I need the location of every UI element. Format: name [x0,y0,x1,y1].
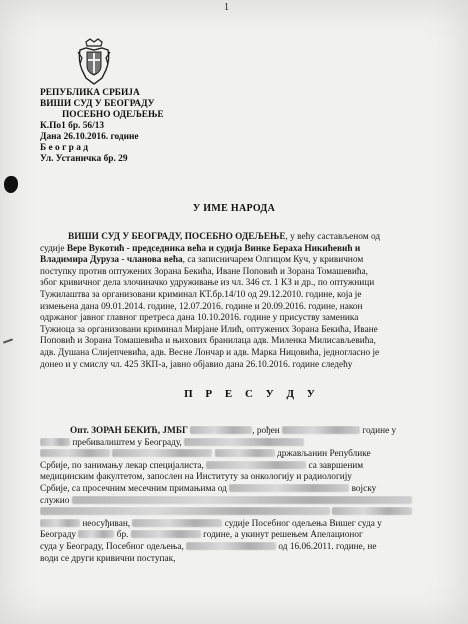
intro-paragraph [40,232,440,371]
header-line: К.По1 бр. 56/13 [40,121,105,131]
header-line: ПОСЕБНО ОДЕЉЕЊЕ [62,110,164,120]
document-title: У ИМЕ НАРОДА [192,203,276,214]
intro-line: поступку против оптужених Зорана Бекића, Иване Поповић и Зорана Томашевића, [40,266,368,277]
redacted-text [112,449,212,457]
defendant-paragraph [40,426,440,565]
intro-line: адв. Душана Слијепчевића, адв. Весне Лончар и адв. Марка Ницовића, једногласно је [40,347,380,358]
redacted-text [132,519,222,527]
defendant-line: Опт. ЗОРАН БЕКИЋ, ЈМБГ , рођен године у [70,426,397,436]
defendant-line: служио [40,496,440,508]
ink-blot-mark [4,176,18,193]
defendant-line: Србије, са просечним месечним примањима од војску [40,483,377,494]
defendant-line: неосуђиван, судије Посебног одељења Вишег суда у [40,519,440,531]
defendant-line: Србије, по занимању лекар специјалиста, са завршеним [40,460,364,471]
coat-of-arms-of-serbia-icon [76,38,112,86]
redacted-text [186,542,276,550]
intro-line: због кривичног дела злочиначко удруживање из чл. 346 ст. 1 КЗ и др., по оптужници [40,278,375,289]
redacted-text [40,507,330,515]
redacted-text [40,449,110,457]
intro-line: донео и у смислу чл. 425 ЗКП-а, јавно објавио дана 26.10.2016. године следећу [40,359,353,370]
defendant-line: држављанин Републике [40,449,440,461]
redacted-text [184,438,304,446]
header-line: РЕПУБЛИКА СРБИЈА [40,88,140,98]
redacted-text [131,530,201,538]
header-line: Ул. Устаничка бр. 29 [40,154,128,164]
redacted-text [229,484,349,492]
redacted-text [206,461,306,469]
court-header [40,88,164,165]
redacted-text [72,496,412,504]
redacted-text [282,426,360,434]
intro-line: Владимира Дуруза - чланова већа, са записничарем Олгицом Куч, у кривичном [40,255,364,266]
redacted-text [40,438,70,446]
redacted-text [215,449,275,457]
redacted-text [332,507,412,515]
redacted-text [78,530,114,538]
intro-line: Тужиоца за организовани криминал Мирјане Илић, оптужених Зорана Бекића, Иване [40,324,378,335]
header-line: Дана 26.10.2016. године [40,132,139,142]
intro-line: ВИШИ СУД У БЕОГРАДУ, ПОСЕБНО ОДЕЉЕЊЕ, у већу састављеном од [68,232,381,242]
header-line: Б е о г р а д [40,143,89,153]
intro-line: измењена дана 09.01.2014. године, 12.07.2016. године и 20.09.2016. године, након [40,301,363,312]
defendant-line [40,507,440,519]
defendant-line: води се други кривични поступак, [40,553,176,564]
intro-line: одржаног јавног главног претреса дана 10.10.2016. године у присуству заменика [40,313,359,324]
redacted-text [40,519,80,527]
intro-line: Тужилаштва за организовани криминал КТ.бр.14/10 од 29.12.2010. године, која је [40,289,362,300]
defendant-line: суда у Београду, Посебног одељења, од 16.06.2011. године, не [40,541,377,552]
header-line: ВИШИ СУД У БЕОГРАДУ [40,99,155,109]
defendant-label: Опт. ЗОРАН БЕКИЋ, ЈМБГ [70,426,188,436]
defendant-line: пребивалиштем у Београду, [40,438,440,450]
page-number: 1 [224,2,229,13]
defendant-line: Београду бр. године, а укинут решењем Апелационог [40,530,363,541]
verdict-title: П Р Е С У Д У [184,388,320,400]
redacted-text [190,426,252,434]
intro-line: Поповић и Зорана Томашевића и њихових бранилаца адв. Миленка Милисављевића, [40,336,376,347]
defendant-line: медицинским факултетом, запослен на Институту за онкологију и радиологију [40,472,352,483]
intro-line: судије Вере Вукотић - председника већа и судија Винке Бераха Никићевић и [40,243,361,254]
margin-mark [3,338,13,343]
